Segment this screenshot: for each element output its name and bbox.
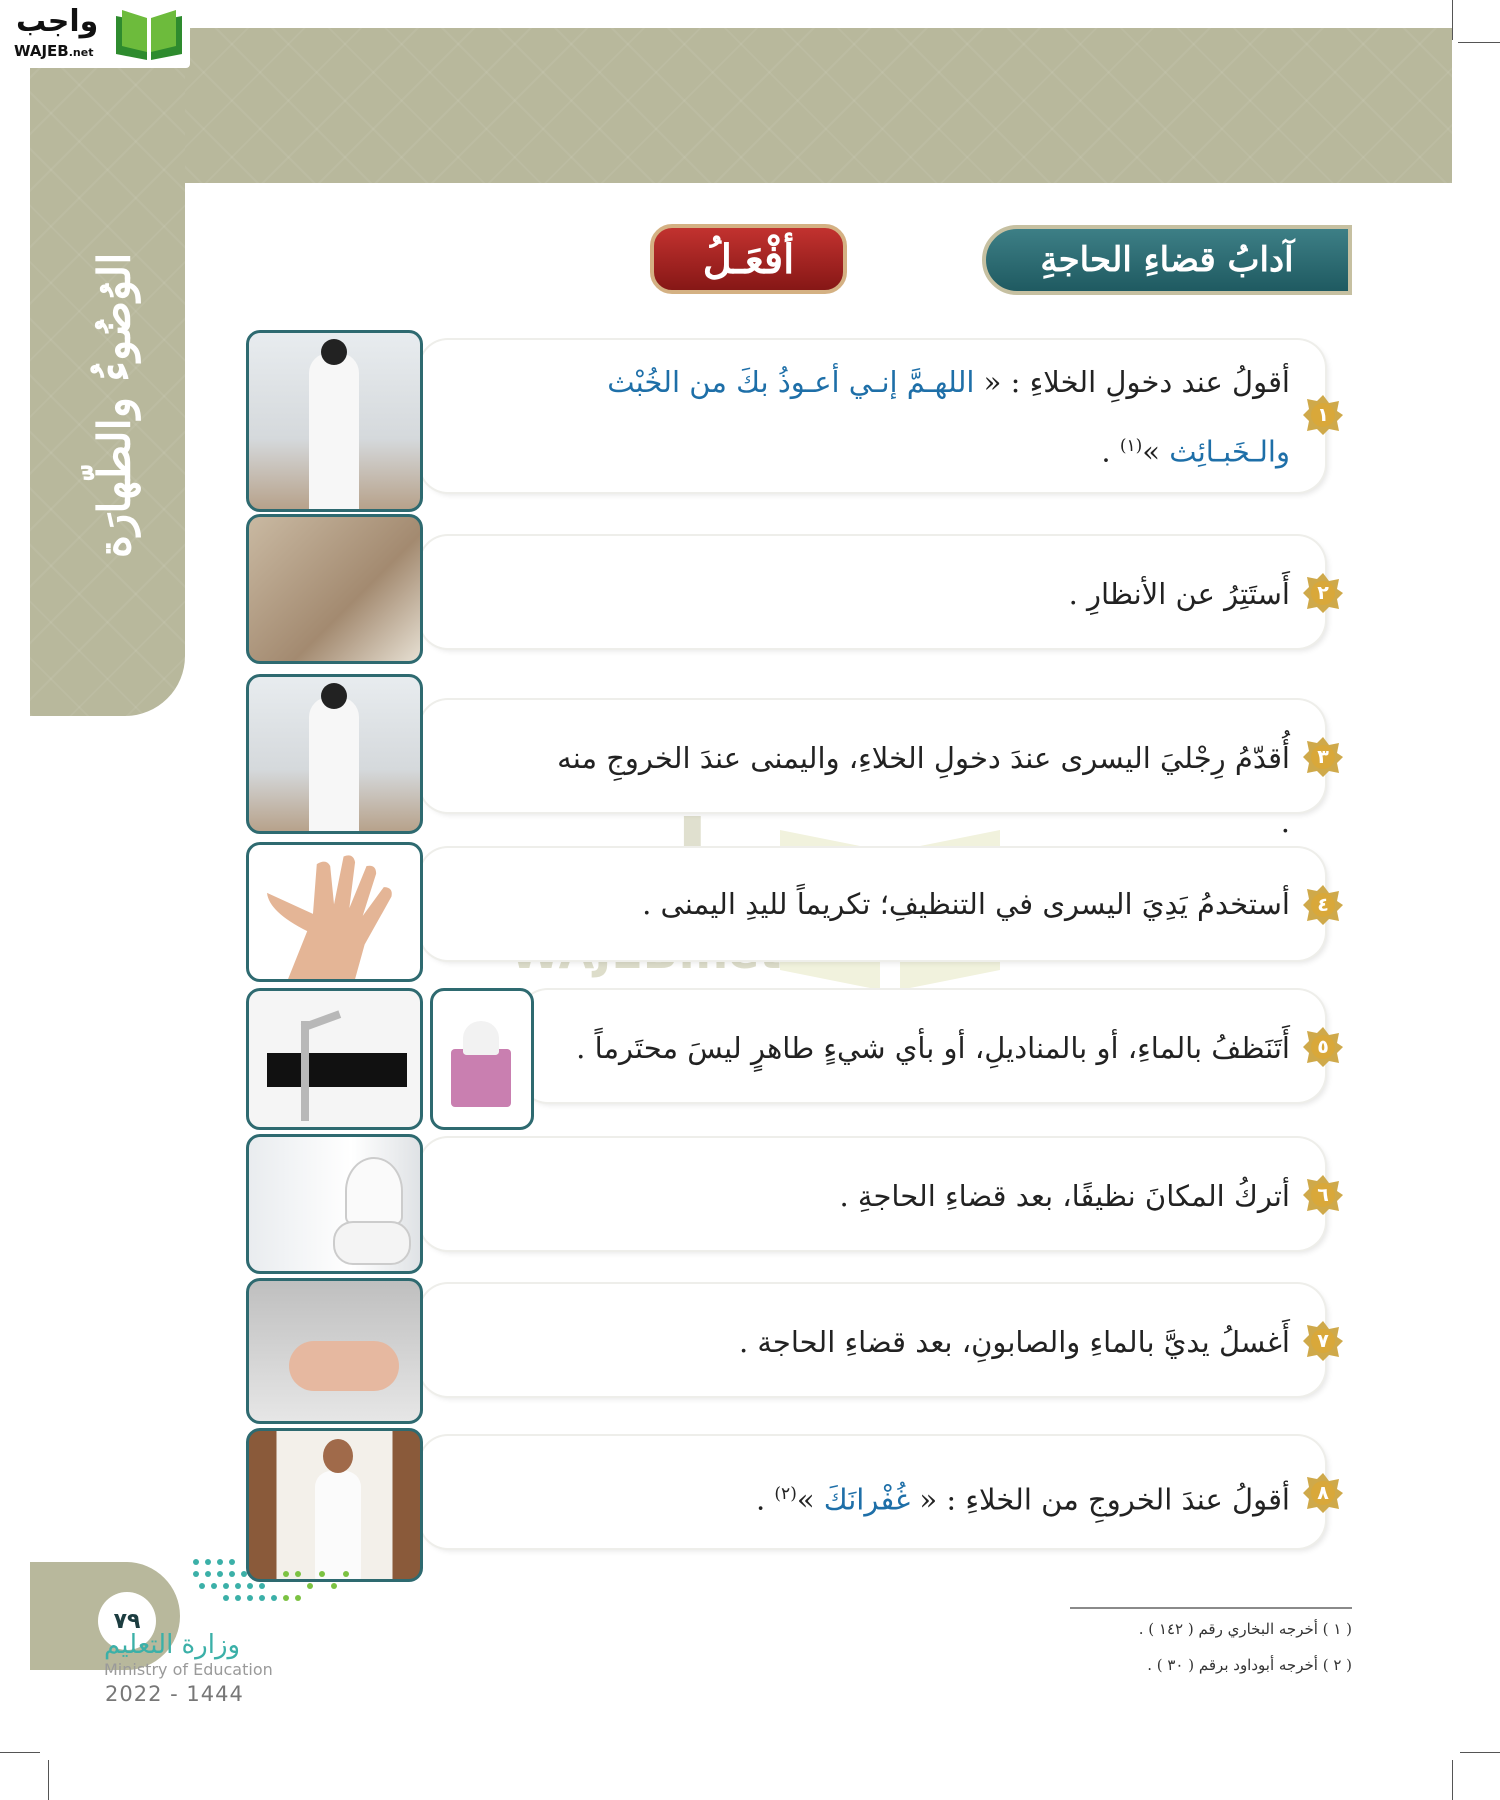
item-1-text: أقولُ عند دخولِ الخلاءِ : « اللهـمَّ إنـي أعـوذُ بكَ من الخُبْث والـخَبـائِث »$^{(١)}$ . — [607, 365, 1290, 469]
item-8-text: أقولُ عندَ الخروجِ من الخلاءِ : « غُفْرانَكَ »$^{(٢)}$ . — [755, 1482, 1290, 1517]
section-heading: آدابُ قضاءِ الحاجةِ — [1040, 240, 1294, 280]
footnote-divider — [1070, 1607, 1352, 1609]
photo-entering-restroom — [246, 330, 423, 512]
item-4-number-badge: ٤ — [1302, 884, 1344, 926]
photo-left-hand — [246, 842, 423, 982]
item-2-number-badge: ٢ — [1302, 572, 1344, 614]
ministry-name-arabic: وزارة التعليم — [104, 1630, 241, 1660]
ministry-logo-icon — [186, 1552, 356, 1612]
action-label: أفْعَـلُ — [702, 235, 795, 283]
item-2-text: أَستَتِرُ عن الأنظارِ . — [1068, 577, 1290, 611]
photo-washing-hands — [246, 1278, 423, 1424]
book-icon — [112, 6, 186, 62]
footnote-2: ( ٢ ) أخرجه أبوداود برقم ( ٣٠ ) . — [1147, 1656, 1352, 1674]
crop-mark — [48, 1760, 49, 1800]
chapter-title: الوُضُوءُ والطّهارَة — [89, 252, 141, 558]
photo-bidet-sprayer — [246, 988, 423, 1130]
item-7-text: أَغسلُ يديَّ بالماءِ والصابونِ، بعد قضاءِ الحاجة . — [738, 1325, 1290, 1359]
header-band — [30, 28, 1452, 183]
page-number: ٧٩ — [98, 1592, 156, 1650]
photo-tissue-box — [430, 988, 534, 1130]
crop-mark — [0, 1752, 40, 1753]
item-4-text: أستخدمُ يَدِيَ اليسرى في التنظيفِ؛ تكريماً لليدِ اليمنى . — [642, 887, 1290, 921]
item-1-number-badge: ١ — [1302, 394, 1344, 436]
item-5-text: أَتَنَظفُ بالماءِ، أو بالمناديلِ، أو بأي شيءٍ طاهرٍ ليسَ محتَرماً . — [576, 1031, 1290, 1065]
photo-clean-toilet — [246, 1134, 423, 1274]
brand-arabic: واجب — [16, 4, 99, 39]
crop-mark — [1460, 1752, 1500, 1753]
footnote-1: ( ١ ) أخرجه البخاري رقم ( ١٤٢ ) . — [1138, 1620, 1352, 1638]
item-8-number-badge: ٨ — [1302, 1472, 1344, 1514]
crop-mark — [1452, 0, 1453, 40]
item-3-text: أُقدّمُ رِجْليَ اليسرى عندَ دخولِ الخلاءِ، واليمنى عندَ الخروجِ منه . — [557, 741, 1290, 839]
item-7-number-badge: ٧ — [1302, 1320, 1344, 1362]
photo-stepping-with-left-foot — [246, 674, 423, 834]
item-3-number-badge: ٣ — [1302, 736, 1344, 778]
item-5-number-badge: ٥ — [1302, 1026, 1344, 1068]
edition-year: 2022 - 1444 — [105, 1682, 244, 1706]
item-6-text: أتركُ المكانَ نظيفًا، بعد قضاءِ الحاجةِ . — [839, 1179, 1290, 1213]
ministry-name-english: Ministry of Education — [104, 1660, 273, 1679]
brand-latin: WAJEB.net — [14, 42, 94, 60]
item-6-number-badge: ٦ — [1302, 1174, 1344, 1216]
crop-mark — [1452, 1760, 1453, 1800]
photo-bathroom — [246, 514, 423, 664]
crop-mark — [1458, 42, 1500, 43]
